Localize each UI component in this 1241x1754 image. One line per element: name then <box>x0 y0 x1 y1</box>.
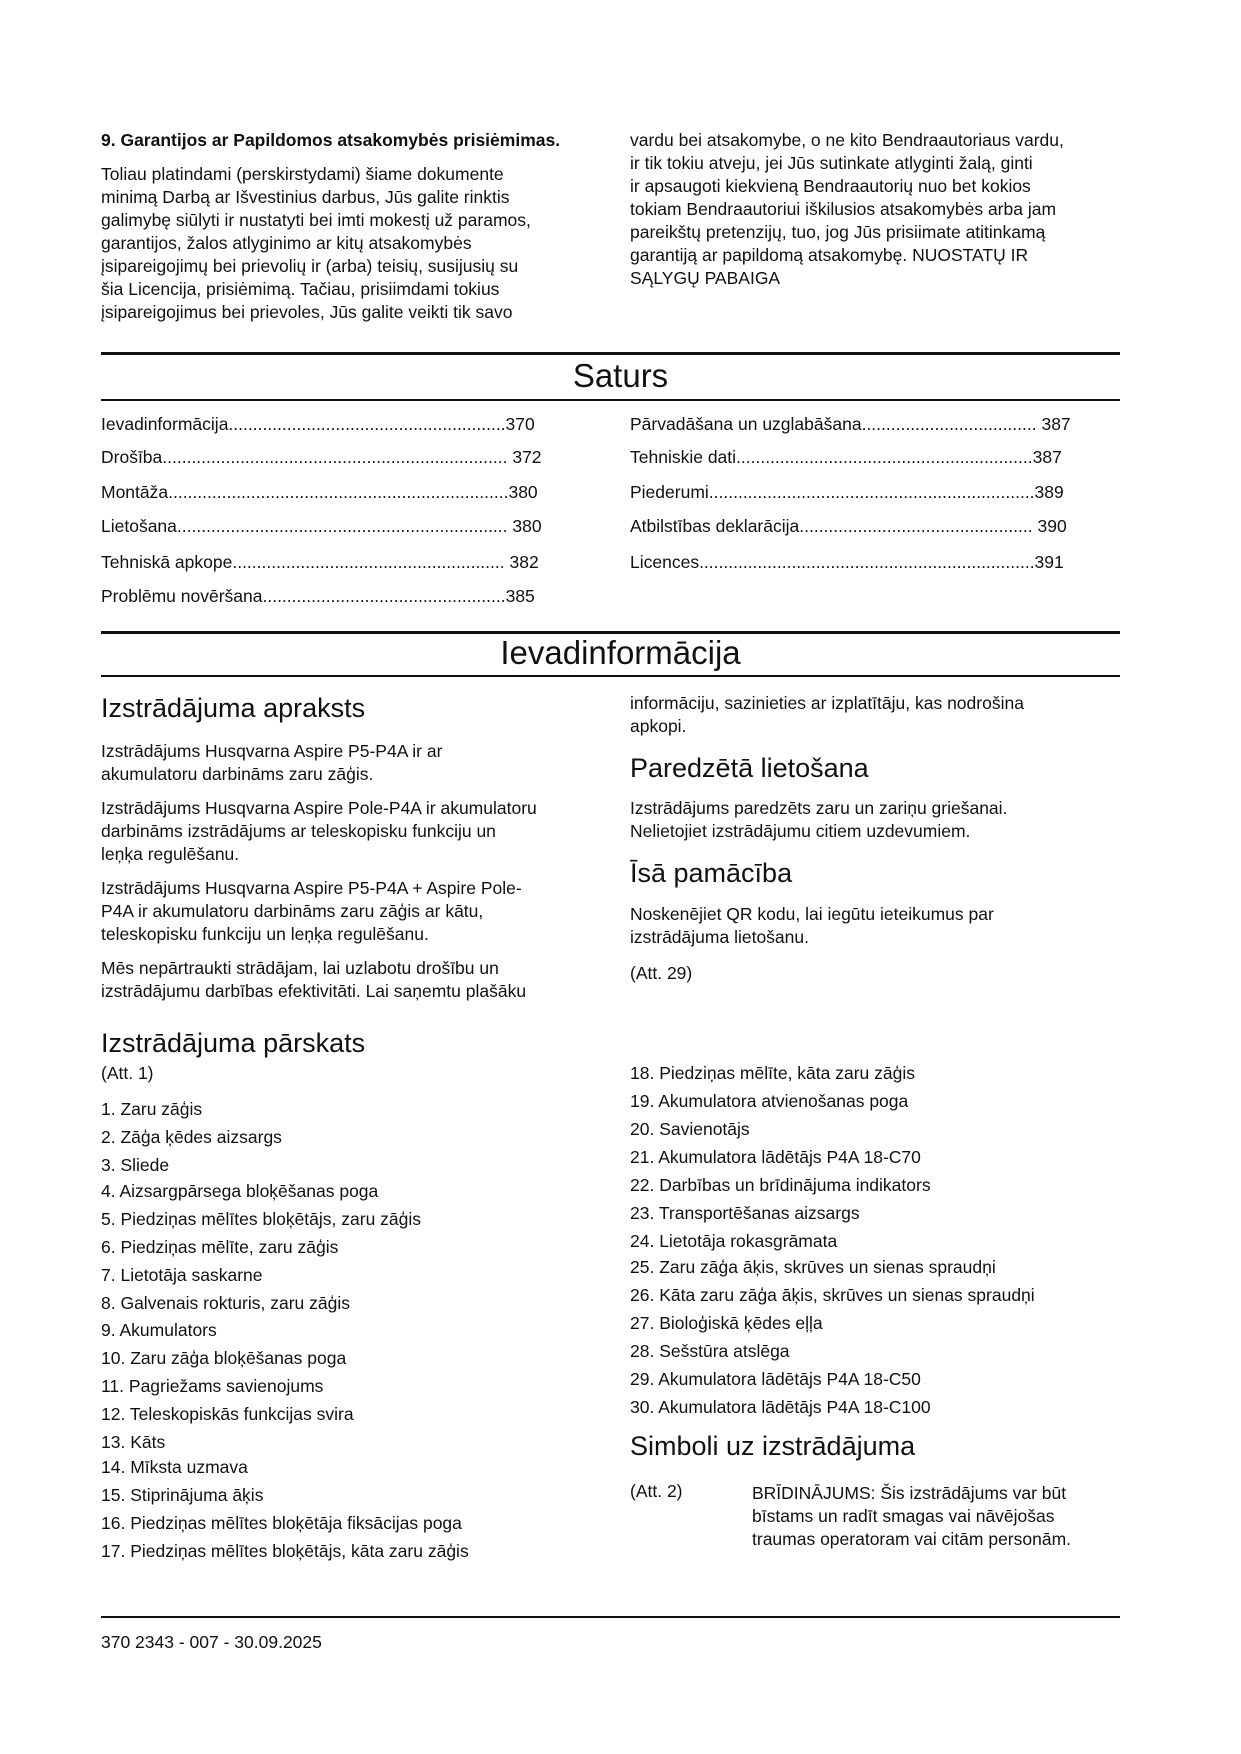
text-line: Izstrādājums paredzēts zaru un zariņu griešanai. <box>630 798 1008 818</box>
list-item: 10. Zaru zāģa bloķēšanas poga <box>101 1348 347 1368</box>
text-line: Noskenējiet QR kodu, lai iegūtu ieteikumus par <box>630 904 994 924</box>
text-line: leņķa regulēšanu. <box>101 844 240 864</box>
text-line: ir tik tokiu atveju, jei Jūs sutinkate atlyginti žalą, ginti <box>630 153 1033 173</box>
description-paragraph <box>101 877 621 946</box>
quick-guide-heading: Īsā pamācība <box>630 858 793 888</box>
list-item: 9. Akumulators <box>101 1320 217 1340</box>
text-line: apkopi. <box>630 716 687 736</box>
text-line: ir apsaugoti kiekvieną Bendraautorių nuo bet kokios <box>630 176 1031 196</box>
text-line: Izstrādājums Husqvarna Aspire P5-P4A + Aspire Pole- <box>101 878 522 898</box>
text-line: vardu bei atsakomybe, o ne kito Bendraautoriaus vardu, <box>630 130 1064 150</box>
text-line: izstrādājumu darbības efektivitāti. Lai saņemtu plašāku <box>101 981 527 1001</box>
text-line: BRĪDINĀJUMS: Šis izstrādājums var būt <box>752 1483 1067 1503</box>
symbol-warning-text <box>752 1482 1122 1551</box>
text-line: šia Licencija, prisiėmimą. Tačiau, prisiimdami tokius <box>101 279 500 299</box>
toc-entry[interactable]: Drošība....................................................................... 372 <box>101 447 542 467</box>
figure-reference: (Att. 2) <box>630 1481 683 1501</box>
toc-entry[interactable]: Pārvadāšana un uzglabāšana.................................... 387 <box>630 414 1071 434</box>
toc-entry[interactable]: Problēmu novēršana..................................................385 <box>101 586 535 606</box>
toc-entry[interactable]: Tehniskie dati.............................................................387 <box>630 447 1062 467</box>
text-line: SĄLYGŲ PABAIGA <box>630 268 781 288</box>
list-item: 6. Piedziņas mēlīte, zaru zāģis <box>101 1237 339 1257</box>
list-item: 28. Sešstūra atslēga <box>630 1341 790 1361</box>
list-item: 12. Teleskopiskās funkcijas svira <box>101 1404 354 1424</box>
toc-entry[interactable]: Ievadinformācija.........................................................370 <box>101 414 535 434</box>
list-item: 3. Sliede <box>101 1155 170 1175</box>
toc-entry[interactable]: Licences.....................................................................391 <box>630 552 1064 572</box>
list-item: 20. Savienotājs <box>630 1119 750 1139</box>
footer-doc-id: 370 2343 - 007 - 30.09.2025 <box>101 1632 322 1652</box>
text-line: įsipareigojimus bei prievoles, Jūs galite veikti tik savo <box>101 302 513 322</box>
intro-title: Ievadinformācija <box>500 634 741 671</box>
divider <box>101 1616 1120 1618</box>
text-line: pareikštų pretenzijų, tuo, jog Jūs prisiimate atitinkamą <box>630 222 1046 242</box>
list-item: 11. Pagriežams savienojums <box>101 1376 324 1396</box>
description-paragraph <box>101 797 621 866</box>
intended-use-heading: Paredzētā lietošana <box>630 753 869 783</box>
list-item: 24. Lietotāja rokasgrāmata <box>630 1231 838 1251</box>
text-line: įsipareigojimų bei prievolių ir (arba) teisių, susijusių su <box>101 256 519 276</box>
list-item: 30. Akumulatora lādētājs P4A 18-C100 <box>630 1397 931 1417</box>
symbols-heading: Simboli uz izstrādājuma <box>630 1431 916 1461</box>
list-item: 23. Transportēšanas aizsargs <box>630 1203 860 1223</box>
text-line: P4A ir akumulatoru darbināms zaru zāģis ar kātu, <box>101 901 484 921</box>
toc-entry[interactable]: Atbilstības deklarācija................................................ 390 <box>630 516 1067 536</box>
list-item: 13. Kāts <box>101 1432 166 1452</box>
list-item: 21. Akumulatora lādētājs P4A 18-C70 <box>630 1147 921 1167</box>
list-item: 15. Stiprinājuma āķis <box>101 1485 264 1505</box>
license-right-column <box>630 129 1120 290</box>
toc-entry[interactable]: Tehniskā apkope........................................................ 382 <box>101 552 539 572</box>
text-line: Toliau platindami (perskirstydami) šiame dokumente <box>101 164 504 184</box>
quick-guide-text <box>630 903 1120 949</box>
list-item: 1. Zaru zāģis <box>101 1099 203 1119</box>
list-item: 5. Piedziņas mēlītes bloķētājs, zaru zāģis <box>101 1209 422 1229</box>
list-item: 18. Piedziņas mēlīte, kāta zaru zāģis <box>630 1063 916 1083</box>
list-item: 2. Zāģa ķēdes aizsargs <box>101 1127 282 1147</box>
toc-entry[interactable]: Lietošana.................................................................... 380 <box>101 516 542 536</box>
text-line: Nelietojiet izstrādājumu citiem uzdevumiem. <box>630 821 971 841</box>
text-line: izstrādājuma lietošanu. <box>630 927 809 947</box>
list-item: 19. Akumulatora atvienošanas poga <box>630 1091 909 1111</box>
list-item: 26. Kāta zaru zāģa āķis, skrūves un sienas spraudņi <box>630 1285 1035 1305</box>
text-line: darbināms izstrādājums ar teleskopisku funkciju un <box>101 821 496 841</box>
list-item: 8. Galvenais rokturis, zaru zāģis <box>101 1293 350 1313</box>
list-item: 17. Piedziņas mēlītes bloķētājs, kāta zaru zāģis <box>101 1541 469 1561</box>
list-item: 7. Lietotāja saskarne <box>101 1265 263 1285</box>
license-left-column <box>101 163 621 324</box>
list-item: 16. Piedziņas mēlītes bloķētāja fiksācijas poga <box>101 1513 462 1533</box>
list-item: 29. Akumulatora lādētājs P4A 18-C50 <box>630 1369 921 1389</box>
overview-heading: Izstrādājuma pārskats <box>101 1028 366 1058</box>
figure-reference: (Att. 29) <box>630 963 693 983</box>
text-line: traumas operatoram vai citām personām. <box>752 1529 1072 1549</box>
divider <box>101 399 1120 401</box>
description-continued <box>630 692 1120 738</box>
text-line: galimybę siūlyti ir nustatyti bei imti mokestį už paramos, <box>101 210 531 230</box>
text-line: bīstams un radīt smagas vai nāvējošas <box>752 1506 1055 1526</box>
toc-entry[interactable]: Piederumi...................................................................389 <box>630 482 1064 502</box>
description-heading: Izstrādājuma apraksts <box>101 693 366 723</box>
text-line: akumulatoru darbināms zaru zāģis. <box>101 764 374 784</box>
description-paragraph <box>101 740 621 786</box>
intended-use-text <box>630 797 1120 843</box>
text-line: informāciju, sazinieties ar izplatītāju, kas nodrošina <box>630 693 1024 713</box>
description-paragraph <box>101 957 621 1003</box>
divider <box>101 675 1120 677</box>
list-item: 22. Darbības un brīdinājuma indikators <box>630 1175 931 1195</box>
text-line: teleskopisku funkciju un leņķa regulēšanu. <box>101 924 429 944</box>
list-item: 27. Bioloģiskā ķēdes eļļa <box>630 1313 823 1333</box>
figure-reference: (Att. 1) <box>101 1063 154 1083</box>
toc-entry[interactable]: Montāža......................................................................380 <box>101 482 538 502</box>
license-heading: 9. Garantijos ar Papildomos atsakomybės prisiėmimas. <box>101 130 561 150</box>
text-line: Izstrādājums Husqvarna Aspire Pole-P4A ir akumulatoru <box>101 798 537 818</box>
text-line: Izstrādājums Husqvarna Aspire P5-P4A ir ar <box>101 741 443 761</box>
list-item: 14. Mīksta uzmava <box>101 1457 248 1477</box>
list-item: 25. Zaru zāģa āķis, skrūves un sienas spraudņi <box>630 1257 996 1277</box>
text-line: minimą Darbą ar Išvestinius darbus, Jūs galite rinktis <box>101 187 510 207</box>
list-item: 4. Aizsargpārsega bloķēšanas poga <box>101 1181 379 1201</box>
divider <box>101 352 1120 355</box>
text-line: tokiam Bendraautoriui iškilusios atsakomybės arba jam <box>630 199 1057 219</box>
text-line: garantiją ar papildomą atsakomybę. NUOSTATŲ IR <box>630 245 1029 265</box>
text-line: Mēs nepārtraukti strādājam, lai uzlabotu drošību un <box>101 958 499 978</box>
text-line: garantijos, žalos atlyginimo ar kitų atsakomybės <box>101 233 472 253</box>
toc-title: Saturs <box>572 357 669 394</box>
